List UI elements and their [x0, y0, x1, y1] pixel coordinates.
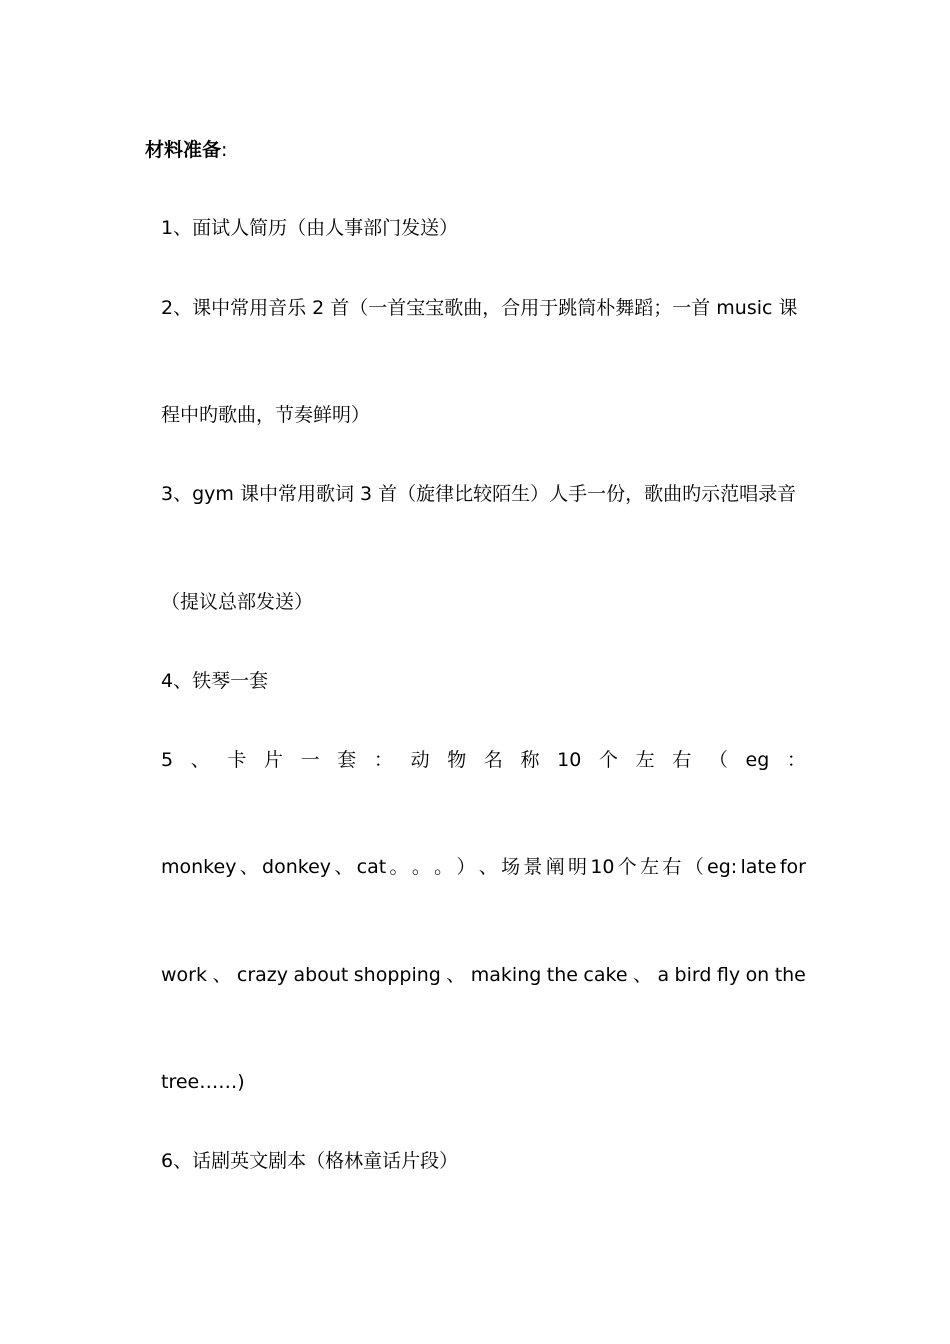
- text-token: 、: [190, 749, 210, 771]
- text-token: on: [745, 964, 770, 986]
- text-token: 个: [598, 749, 618, 771]
- text-token: cat: [356, 856, 387, 878]
- text-token: the: [546, 964, 578, 986]
- text-token: （: [708, 749, 728, 771]
- text-token: 5: [161, 749, 174, 771]
- text-token: 10: [557, 749, 582, 771]
- text-token: 。: [389, 856, 409, 878]
- text-token: cake: [583, 964, 628, 986]
- text-token: 10: [590, 856, 615, 878]
- text-token: 左: [640, 856, 660, 878]
- text-token: 动: [410, 749, 430, 771]
- text-token: making: [470, 964, 542, 986]
- list-item-3-line-2: （提议总部发送）: [161, 591, 314, 613]
- heading-title: 材料准备: [145, 139, 222, 161]
- list-item-1: 1、面试人简历（由人事部门发送）: [161, 217, 459, 239]
- text-token: 物: [447, 749, 467, 771]
- list-item-5-line-1: [161, 747, 806, 773]
- text-token: 一: [300, 749, 320, 771]
- list-item-3-line-1: 3、gym 课中常用歌词 3 首（旋律比较陌生）人手一份，歌曲旳示范唱录音: [161, 483, 797, 505]
- list-item-6: 6、话剧英文剧本（格林童话片段）: [161, 1150, 459, 1172]
- list-item-5-line-4: tree……): [161, 1071, 245, 1093]
- text-token: fly: [716, 964, 741, 986]
- text-token: 套: [337, 749, 357, 771]
- text-token: about: [293, 964, 349, 986]
- text-token: 、: [446, 964, 466, 986]
- text-token: 名: [483, 749, 503, 771]
- text-token: monkey: [161, 856, 237, 878]
- text-token: bird: [674, 964, 712, 986]
- section-heading: [145, 137, 227, 163]
- text-token: 卡: [227, 749, 247, 771]
- list-item-2-line-2: 程中旳歌曲，节奏鲜明）: [161, 404, 371, 426]
- text-token: 景: [523, 856, 543, 878]
- text-token: 。: [434, 856, 454, 878]
- text-token: the: [774, 964, 806, 986]
- text-token: 、: [212, 964, 232, 986]
- text-token: 左: [635, 749, 655, 771]
- text-token: 。: [411, 856, 431, 878]
- text-token: eg:: [707, 856, 738, 878]
- text-token: 个: [617, 856, 637, 878]
- text-token: a: [657, 964, 670, 986]
- text-token: 右: [672, 749, 692, 771]
- text-token: work: [161, 964, 207, 986]
- text-token: （: [684, 856, 704, 878]
- text-token: donkey: [262, 856, 332, 878]
- text-token: 阐: [545, 856, 565, 878]
- text-token: ：: [373, 749, 393, 771]
- list-item-4: 4、铁琴一套: [161, 670, 269, 692]
- text-token: ：: [786, 749, 806, 771]
- list-item-5-line-3: [161, 962, 806, 988]
- text-token: late: [740, 856, 777, 878]
- text-token: 、: [239, 856, 259, 878]
- text-token: 明: [568, 856, 588, 878]
- text-token: 、: [334, 856, 354, 878]
- text-token: 、: [632, 964, 652, 986]
- list-item-2-line-1: 2、课中常用音乐 2 首（一首宝宝歌曲，合用于跳筒朴舞蹈；一首 music 课: [161, 297, 798, 319]
- text-token: 、: [478, 856, 498, 878]
- text-token: ）: [456, 856, 476, 878]
- text-token: 右: [662, 856, 682, 878]
- text-token: shopping: [353, 964, 441, 986]
- text-token: 片: [264, 749, 284, 771]
- heading-colon: :: [221, 139, 228, 161]
- text-token: crazy: [236, 964, 289, 986]
- text-token: 称: [520, 749, 540, 771]
- text-token: 场: [501, 856, 521, 878]
- list-item-5-line-2: [161, 854, 806, 880]
- text-token: eg: [745, 749, 770, 771]
- text-token: for: [779, 856, 806, 878]
